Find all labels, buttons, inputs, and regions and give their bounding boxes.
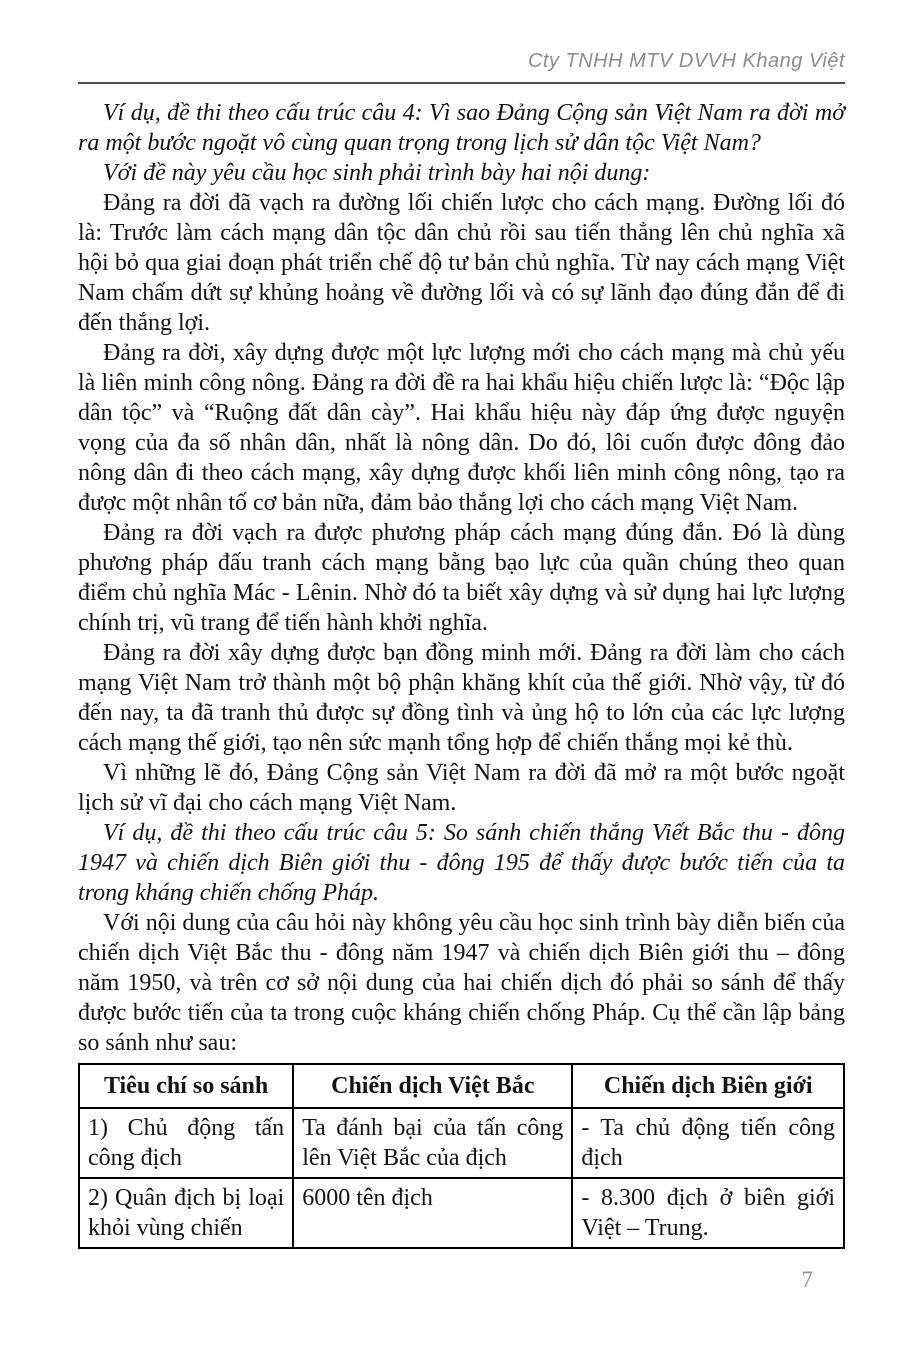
company-header-text: Cty TNHH MTV DVVH Khang Việt xyxy=(527,50,845,72)
paragraph-4: Đảng ra đời, xây dựng được một lực lượng mới cho cách mạng mà chủ yếu là liên minh công nông. Đảng ra đời đề ra hai khẩu hiệu chiến lược là: “Độc lập dân tộc” và “Ruộng đất dân cày”. Hai khẩu hiệu này đáp ứng được nguyện vọng của đa số nhân dân, nhất là nông dân. Do đó, lôi cuốn được đông đảo nông dân đi theo cách mạng, xây dựng được khối liên minh công nông, tạo ra được một nhân tố cơ bản nữa, đảm bảo thắng lợi cho cách mạng Việt Nam. xyxy=(78,340,845,516)
header-rule xyxy=(78,82,845,84)
table-cell: Ta đánh bại của tấn công lên Việt Bắc của địch xyxy=(293,1108,572,1178)
paragraph-9: Với nội dung của câu hỏi này không yêu cầu học sinh trình bày diễn biến của chiến dịch Việt Bắc thu - đông năm 1947 và chiến dịch Biên giới thu – đông năm 1950, và trên cơ sở nội dung của hai chiến dịch đó phải so sánh để thấy được bước tiến của ta trong cuộc kháng chiến chống Pháp. Cụ thể cần lập bảng so sánh như sau: xyxy=(78,910,845,1056)
page-header xyxy=(78,50,845,78)
table-cell: - 8.300 địch ở biên giới Việt – Trung. xyxy=(572,1178,844,1248)
table-header-row xyxy=(79,1064,844,1108)
table-header-cell: Chiến dịch Việt Bắc xyxy=(293,1064,572,1108)
table-header-cell: Tiêu chí so sánh xyxy=(79,1064,293,1108)
paragraph-1: Ví dụ, đề thi theo cấu trúc câu 4: Vì sao Đảng Cộng sản Việt Nam ra đời mở ra một bước ngoặt vô cùng quan trọng trong lịch sử dân tộc Việt Nam? xyxy=(78,100,845,156)
comparison-table xyxy=(78,1063,845,1249)
table-row xyxy=(79,1178,844,1248)
table-cell: 6000 tên địch xyxy=(293,1178,572,1248)
paragraph-6: Đảng ra đời xây dựng được bạn đồng minh mới. Đảng ra đời làm cho cách mạng Việt Nam trở thành một bộ phận khăng khít của thế giới. Nhờ vậy, từ đó đến nay, ta đã tranh thủ được sự đồng tình và ủng hộ to lớn của các lực lượng cách mạng thế giới, tạo nên sức mạnh tổng hợp để chiến thắng mọi kẻ thù. xyxy=(78,640,845,756)
paragraph-8: Ví dụ, đề thi theo cấu trúc câu 5: So sánh chiến thắng Viết Bắc thu - đông 1947 và chiến dịch Biên giới thu - đông 195 để thấy được bước tiến của ta trong kháng chiến chống Pháp. xyxy=(78,820,845,906)
paragraph-5: Đảng ra đời vạch ra được phương pháp cách mạng đúng đắn. Đó là dùng phương pháp đấu tranh cách mạng bằng bạo lực của quần chúng theo quan điểm chủ nghĩa Mác - Lênin. Nhờ đó ta biết xây dựng và sử dụng hai lực lượng chính trị, vũ trang để tiến hành khởi nghĩa. xyxy=(78,520,845,636)
page-number: 7 xyxy=(801,1267,813,1292)
table-cell: 2) Quân địch bị loại khỏi vùng chiến xyxy=(79,1178,293,1248)
table-row xyxy=(79,1108,844,1178)
table-header-cell: Chiến dịch Biên giới xyxy=(572,1064,844,1108)
paragraph-3: Đảng ra đời đã vạch ra đường lối chiến lược cho cách mạng. Đường lối đó là: Trước làm cách mạng dân tộc dân chủ rồi sau tiến thẳng lên chủ nghĩa xã hội bỏ qua giai đoạn phát triển chế độ tư bản chủ nghĩa. Từ nay cách mạng Việt Nam chấm dứt sự khủng hoảng về đường lối và có sự lãnh đạo đúng đắn để đi đến thắng lợi. xyxy=(78,190,845,336)
table-cell: 1) Chủ động tấn công địch xyxy=(79,1108,293,1178)
table-cell: - Ta chủ động tiến công địch xyxy=(572,1108,844,1178)
paragraph-2: Với đề này yêu cầu học sinh phải trình bày hai nội dung: xyxy=(103,160,651,186)
body-text xyxy=(78,98,845,1058)
paragraph-7: Vì những lẽ đó, Đảng Cộng sản Việt Nam ra đời đã mở ra một bước ngoặt lịch sử vĩ đại cho cách mạng Việt Nam. xyxy=(78,760,845,816)
